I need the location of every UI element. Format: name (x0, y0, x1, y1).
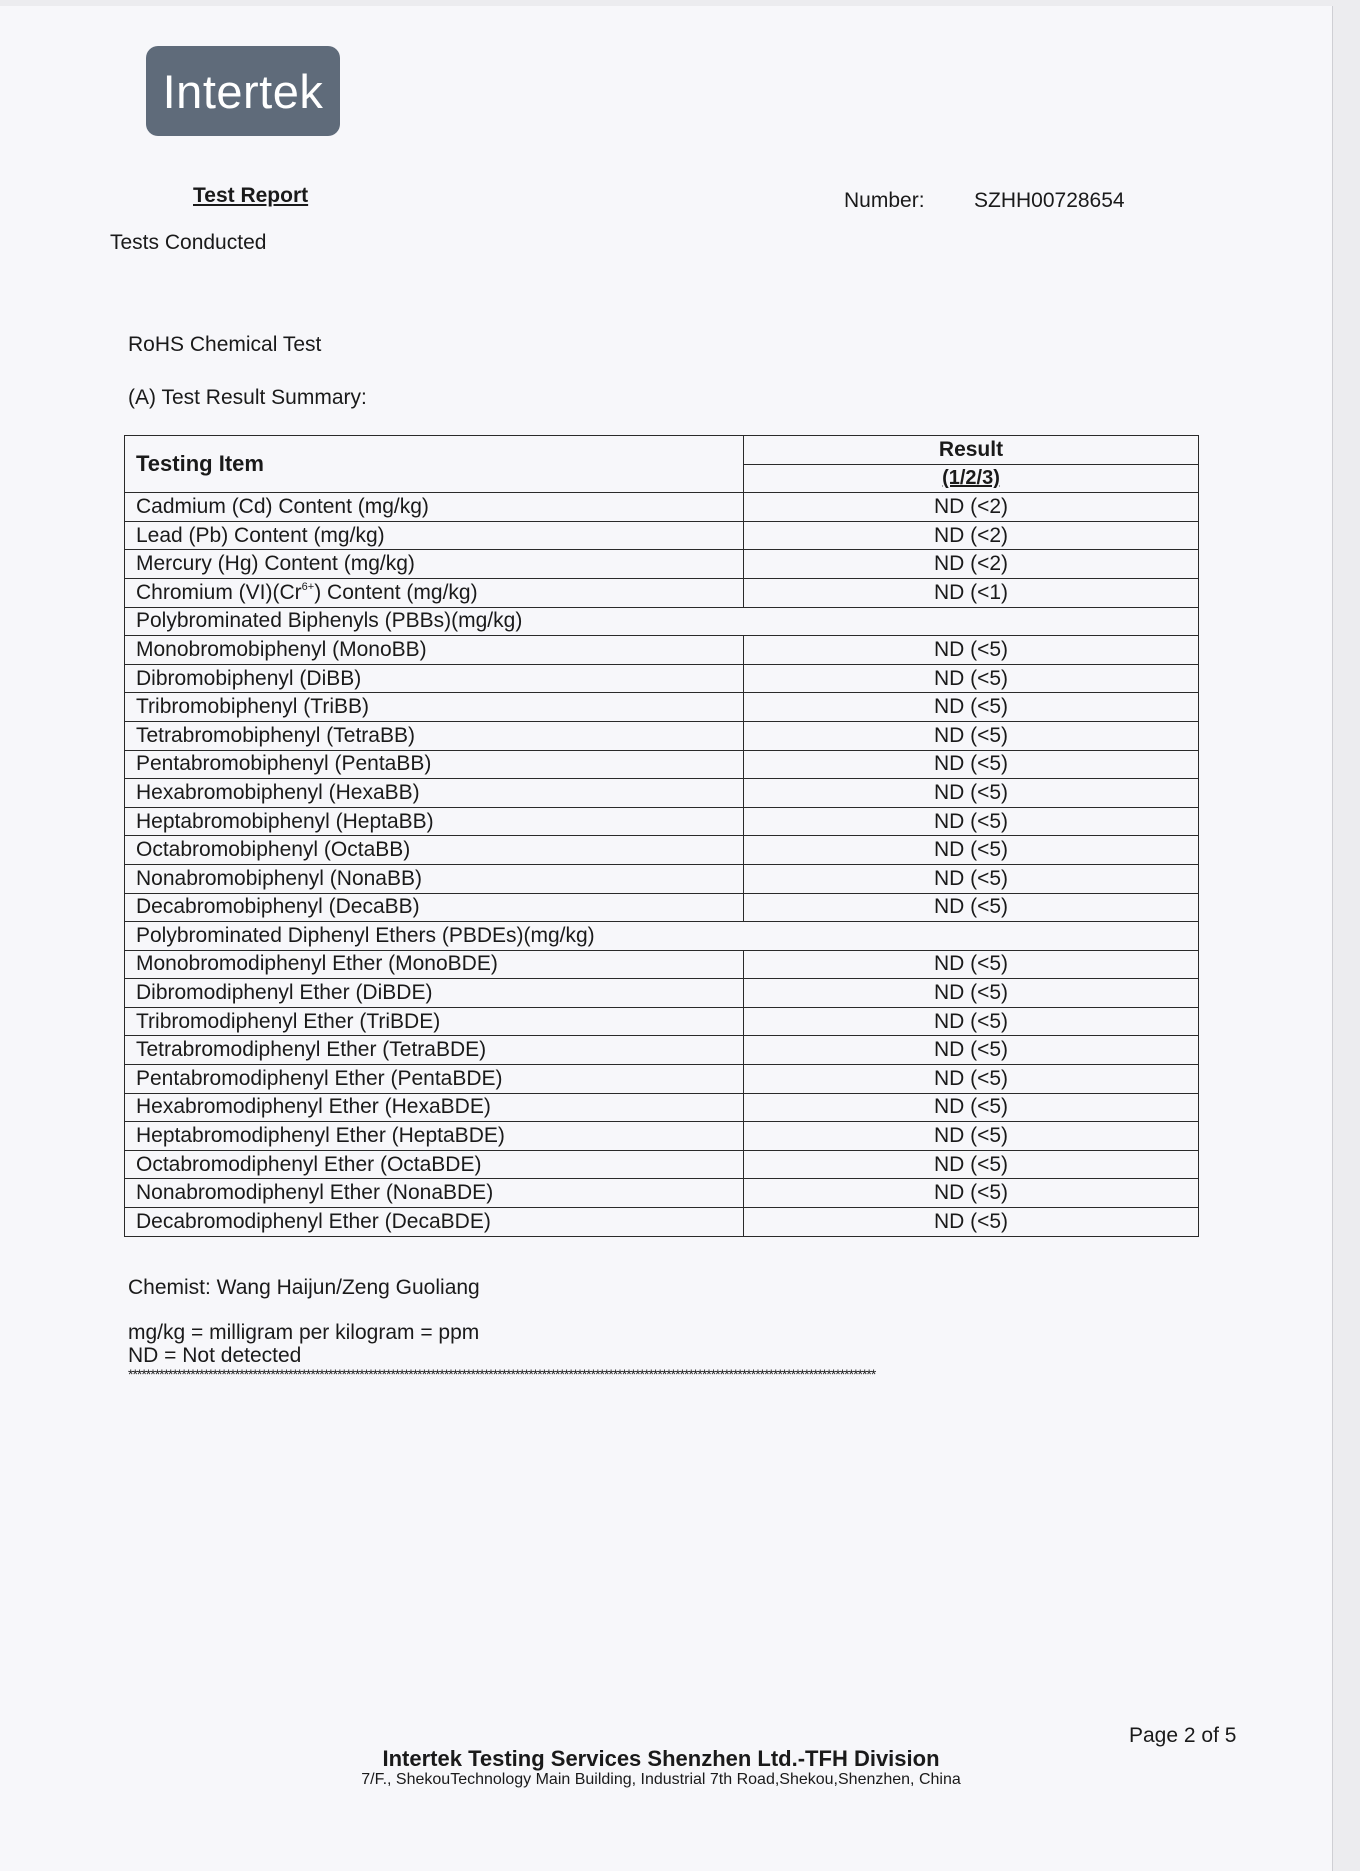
result-cell: ND (<5) (744, 1150, 1199, 1179)
result-cell: ND (<5) (744, 1036, 1199, 1065)
results-table (124, 435, 1199, 1237)
table-row (125, 664, 1199, 693)
test-name: RoHS Chemical Test (128, 333, 322, 356)
table-row (125, 864, 1199, 893)
result-cell: ND (<5) (744, 664, 1199, 693)
testing-item-cell: Decabromodiphenyl Ether (DecaBDE) (125, 1208, 744, 1237)
testing-item-cell: Tribromodiphenyl Ether (TriBDE) (125, 1007, 744, 1036)
testing-item-cell: Pentabromobiphenyl (PentaBB) (125, 750, 744, 779)
table-row (125, 1093, 1199, 1122)
report-page (0, 6, 1332, 1871)
logo-text: Intertek (162, 64, 324, 118)
testing-item-cell: Lead (Pb) Content (mg/kg) (125, 521, 744, 550)
result-cell: ND (<5) (744, 836, 1199, 865)
table-row (125, 893, 1199, 922)
table-row (125, 950, 1199, 979)
chromium-prefix: Chromium (VI)(Cr (136, 580, 302, 604)
testing-item-cell: Hexabromodiphenyl Ether (HexaBDE) (125, 1093, 744, 1122)
result-cell: ND (<5) (744, 693, 1199, 722)
note-units: mg/kg = milligram per kilogram = ppm (128, 1321, 480, 1344)
group-row (125, 607, 1199, 636)
table-row (125, 1036, 1199, 1065)
group-heading-cell: Polybrominated Diphenyl Ethers (PBDEs)(mg/kg) (125, 922, 1199, 951)
table-row (125, 693, 1199, 722)
result-cell: ND (<5) (744, 1179, 1199, 1208)
table-row (125, 807, 1199, 836)
testing-item-cell: Dibromobiphenyl (DiBB) (125, 664, 744, 693)
testing-item-cell: Mercury (Hg) Content (mg/kg) (125, 550, 744, 579)
result-cell: ND (<5) (744, 779, 1199, 808)
table-row (125, 1122, 1199, 1151)
result-cell: ND (<5) (744, 1065, 1199, 1094)
table-row-chromium (125, 578, 1199, 607)
testing-item-cell: Heptabromobiphenyl (HeptaBB) (125, 807, 744, 836)
result-cell: ND (<5) (744, 1007, 1199, 1036)
chromium-superscript: 6+ (301, 580, 315, 593)
table-row (125, 1208, 1199, 1237)
group-heading-cell: Polybrominated Biphenyls (PBBs)(mg/kg) (125, 607, 1199, 636)
report-title: Test Report (193, 184, 309, 207)
separator-line: ************************************************************************************************************************************************************************ (128, 1366, 876, 1382)
testing-item-cell: Nonabromodiphenyl Ether (NonaBDE) (125, 1179, 744, 1208)
testing-item-cell: Decabromobiphenyl (DecaBB) (125, 893, 744, 922)
testing-item-cell: Dibromodiphenyl Ether (DiBDE) (125, 979, 744, 1008)
summary-title: (A) Test Result Summary: (128, 386, 367, 409)
result-cell: ND (<5) (744, 750, 1199, 779)
table-row (125, 1179, 1199, 1208)
testing-item-cell: Monobromobiphenyl (MonoBB) (125, 636, 744, 665)
group-row (125, 922, 1199, 951)
result-cell: ND (<5) (744, 807, 1199, 836)
result-cell: ND (<5) (744, 893, 1199, 922)
table-row (125, 521, 1199, 550)
testing-item-cell: Hexabromobiphenyl (HexaBB) (125, 779, 744, 808)
result-cell: ND (<5) (744, 979, 1199, 1008)
table-row (125, 1007, 1199, 1036)
table-header-row (125, 436, 1199, 465)
result-cell: ND (<5) (744, 1093, 1199, 1122)
footer-address: 7/F., ShekouTechnology Main Building, Industrial 7th Road,Shekou,Shenzhen, China (361, 1771, 961, 1788)
testing-item-cell: Heptabromodiphenyl Ether (HeptaBDE) (125, 1122, 744, 1151)
table-row (125, 979, 1199, 1008)
intertek-logo (146, 46, 340, 136)
table-row (125, 636, 1199, 665)
testing-item-cell (125, 578, 744, 607)
testing-item-cell: Nonabromobiphenyl (NonaBB) (125, 864, 744, 893)
testing-item-cell: Octabromobiphenyl (OctaBB) (125, 836, 744, 865)
table-row (125, 721, 1199, 750)
result-cell: ND (<1) (744, 578, 1199, 607)
result-cell: ND (<5) (744, 950, 1199, 979)
report-number-value: SZHH00728654 (974, 189, 1125, 212)
testing-item-cell: Octabromodiphenyl Ether (OctaBDE) (125, 1150, 744, 1179)
table-row (125, 1150, 1199, 1179)
result-cell: ND (<2) (744, 493, 1199, 522)
result-cell: ND (<2) (744, 521, 1199, 550)
table-row (125, 1065, 1199, 1094)
note-nd: ND = Not detected (128, 1344, 302, 1367)
table-row (125, 779, 1199, 808)
footer-company: Intertek Testing Services Shenzhen Ltd.-TFH Division (382, 1746, 940, 1771)
result-cell: ND (<2) (744, 550, 1199, 579)
section-title: Tests Conducted (110, 231, 267, 254)
header-result: Result (744, 436, 1199, 465)
header-testing-item: Testing Item (125, 436, 744, 493)
table-row (125, 836, 1199, 865)
table-row (125, 750, 1199, 779)
result-cell: ND (<5) (744, 1122, 1199, 1151)
result-cell: ND (<5) (744, 636, 1199, 665)
testing-item-cell: Monobromodiphenyl Ether (MonoBDE) (125, 950, 744, 979)
testing-item-cell: Tetrabromodiphenyl Ether (TetraBDE) (125, 1036, 744, 1065)
result-cell: ND (<5) (744, 864, 1199, 893)
chromium-suffix: ) Content (mg/kg) (314, 580, 478, 604)
result-cell: ND (<5) (744, 1208, 1199, 1237)
testing-item-cell: Tribromobiphenyl (TriBB) (125, 693, 744, 722)
result-cell: ND (<5) (744, 721, 1199, 750)
report-number-label: Number: (844, 189, 925, 212)
chemist-line: Chemist: Wang Haijun/Zeng Guoliang (128, 1276, 480, 1299)
testing-item-cell: Pentabromodiphenyl Ether (PentaBDE) (125, 1065, 744, 1094)
table-row (125, 550, 1199, 579)
table-row (125, 493, 1199, 522)
header-result-sub: (1/2/3) (744, 464, 1199, 493)
testing-item-cell: Tetrabromobiphenyl (TetraBB) (125, 721, 744, 750)
page-number: Page 2 of 5 (1129, 1724, 1237, 1747)
testing-item-cell: Cadmium (Cd) Content (mg/kg) (125, 493, 744, 522)
